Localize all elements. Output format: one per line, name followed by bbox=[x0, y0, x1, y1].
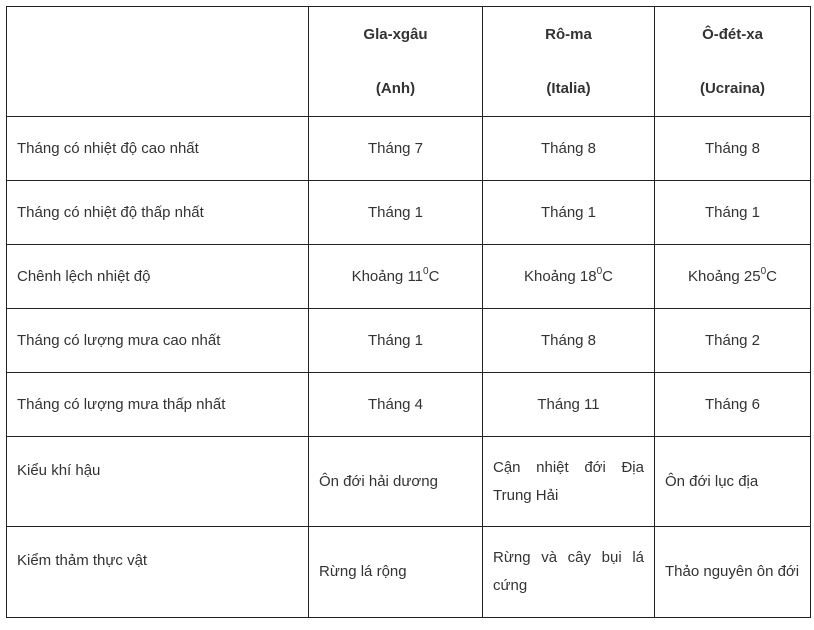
table-cell: Tháng 1 bbox=[483, 181, 655, 245]
table-row-lowest-rainfall-month bbox=[7, 373, 811, 437]
climate-comparison-table bbox=[6, 6, 811, 618]
row-label: Tháng có lượng mưa thấp nhất bbox=[7, 373, 309, 437]
row-label: Chênh lệch nhiệt độ bbox=[7, 245, 309, 309]
table-cell: Tháng 1 bbox=[309, 309, 483, 373]
table-cell: Tháng 7 bbox=[309, 117, 483, 181]
range-value-text: Khoảng 18 bbox=[524, 267, 597, 285]
header-city-glasgow bbox=[309, 7, 483, 117]
table-cell: Rừng và cây bụi lá cứng bbox=[483, 527, 655, 618]
degree-superscript: 0 bbox=[760, 265, 767, 277]
table-cell: Tháng 8 bbox=[483, 117, 655, 181]
header-city-odessa bbox=[655, 7, 811, 117]
range-value-text: Khoảng 11 bbox=[351, 267, 424, 285]
table-cell: Tháng 1 bbox=[655, 181, 811, 245]
table-cell: Tháng 8 bbox=[483, 309, 655, 373]
temperature-unit: C bbox=[766, 267, 777, 285]
table-cell: Thảo nguyên ôn đới bbox=[655, 527, 811, 618]
table-cell: Tháng 1 bbox=[309, 181, 483, 245]
table-cell: Rừng lá rộng bbox=[309, 527, 483, 618]
header-city-rome bbox=[483, 7, 655, 117]
table-cell: Tháng 6 bbox=[655, 373, 811, 437]
row-label: Kiểm thảm thực vật bbox=[7, 527, 309, 618]
header-country-name: (Anh) bbox=[375, 79, 416, 97]
table-row-lowest-temperature-month bbox=[7, 181, 811, 245]
degree-superscript: 0 bbox=[596, 265, 603, 277]
table-cell: Tháng 2 bbox=[655, 309, 811, 373]
header-country-name: (Italia) bbox=[546, 79, 591, 97]
header-city-name: Rô-ma bbox=[545, 25, 592, 43]
header-country-name: (Ucraina) bbox=[699, 79, 766, 97]
row-label: Tháng có nhiệt độ cao nhất bbox=[7, 117, 309, 181]
header-city-name: Ô-đét-xa bbox=[702, 25, 763, 43]
table-cell: Tháng 4 bbox=[309, 373, 483, 437]
degree-superscript: 0 bbox=[423, 265, 429, 277]
row-label: Tháng có nhiệt độ thấp nhất bbox=[7, 181, 309, 245]
table-cell bbox=[483, 245, 655, 309]
table-cell: Tháng 8 bbox=[655, 117, 811, 181]
table-cell: Tháng 11 bbox=[483, 373, 655, 437]
table-row-highest-rainfall-month bbox=[7, 309, 811, 373]
table-header-row bbox=[7, 7, 811, 117]
table-row-vegetation-type bbox=[7, 527, 811, 618]
temperature-unit: C bbox=[602, 267, 613, 285]
table-row-highest-temperature-month bbox=[7, 117, 811, 181]
range-value-text: Khoảng 25 bbox=[688, 267, 761, 285]
table-row-temperature-range bbox=[7, 245, 811, 309]
table-cell: Ôn đới hải dương bbox=[309, 437, 483, 527]
temperature-unit: C bbox=[428, 267, 440, 285]
header-city-name: Gla-xgâu bbox=[363, 25, 428, 43]
table-row-climate-type bbox=[7, 437, 811, 527]
table-cell bbox=[309, 245, 483, 309]
table-cell: Cận nhiệt đới Địa Trung Hải bbox=[483, 437, 655, 527]
row-label: Kiểu khí hậu bbox=[7, 437, 309, 527]
table-cell bbox=[655, 245, 811, 309]
row-label: Tháng có lượng mưa cao nhất bbox=[7, 309, 309, 373]
header-corner-cell bbox=[7, 7, 309, 117]
table-cell: Ôn đới lục địa bbox=[655, 437, 811, 527]
